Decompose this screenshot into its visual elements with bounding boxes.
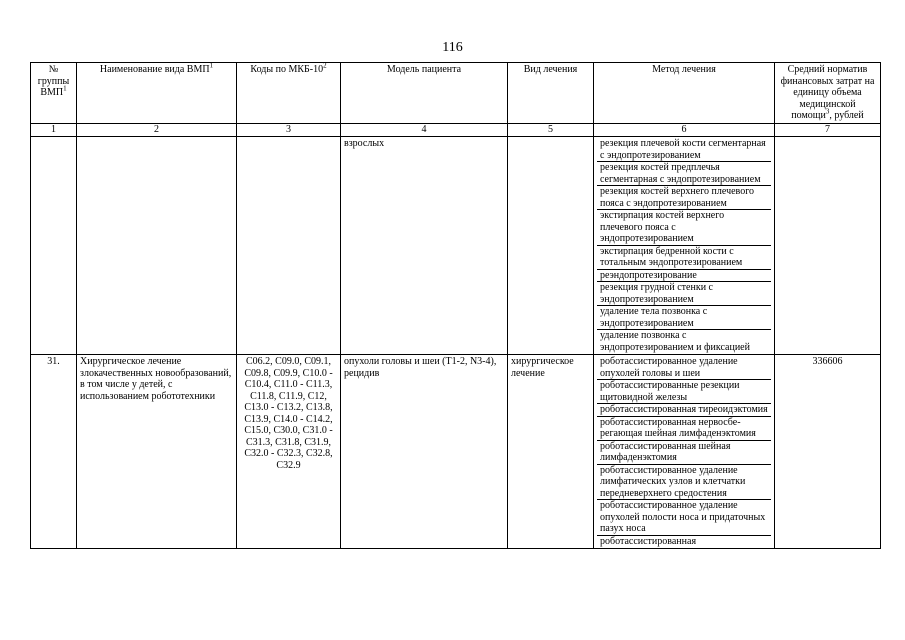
column-number: 2: [77, 124, 237, 137]
column-number: 3: [237, 124, 341, 137]
column-number-row: [31, 124, 881, 137]
method-item: резекция костей верхнего плечевого пояса с эндопротезированием: [597, 186, 771, 210]
method-item: роботассистированные резекции щитовидной железы: [597, 380, 771, 404]
header-group-number: № группы ВМП$^1$: [31, 63, 77, 124]
method-item: роботассистированная шейная лимфаденэктомия: [597, 441, 771, 465]
page-number: 116: [442, 40, 463, 55]
header-vmp-name: Наименование вида ВМП$^1$: [77, 63, 237, 124]
vmp-name-cell: Хирургическое лечение злокачественных новообразований, в том числе у детей, с использованием робототехники: [77, 355, 237, 549]
method-item: удаление тела позвонка с эндопротезированием: [597, 306, 771, 330]
method-item: роботассистированное удаление опухолей полости носа и придаточных пазух носа: [597, 500, 771, 536]
method-item: роботассистированное удаление опухолей головы и шеи: [597, 356, 771, 380]
method-item: резекция грудной стенки с эндопротезированием: [597, 282, 771, 306]
method-item: реэндопротезирование: [597, 270, 771, 283]
method-item: роботассистированная: [600, 535, 697, 547]
group-number-cell: 31.: [31, 355, 77, 549]
vmp-name-cell: [77, 137, 237, 355]
method-item: удаление позвонка с эндопротезированием и фиксацией: [600, 330, 750, 353]
patient-model-cell: опухоли головы и шеи (Т1-2, N3-4), рецидив: [341, 355, 508, 549]
treatment-type-cell: [508, 137, 594, 355]
patient-model-cell: взрослых: [341, 137, 508, 355]
method-item: экстирпация костей верхнего плечевого пояса с эндопротезированием: [597, 210, 771, 246]
header-cost-standard: Средний норматив финансовых затрат на единицу объема медицинской помощи$^3$, рублей: [775, 63, 881, 124]
treatment-methods-cell: [594, 355, 775, 549]
column-number: 1: [31, 124, 77, 137]
cost-cell: [775, 137, 881, 355]
column-number: 7: [775, 124, 881, 137]
treatment-methods-cell: [594, 137, 775, 355]
table-row: [31, 355, 881, 549]
icd-codes-cell: С06.2, С09.0, С09.1, С09.8, С09.9, С10.0 - С10.4, С11.0 - С11.3, С11.8, С11.9, С12, С13.0 - С13.2, С13.8, С13.9, С14.0 - С14.2, С15.0, С30.0, С31.0 - С31.3, С31.8, С31.9, С32.0 - С32.3, С32.8, С32.9: [237, 355, 341, 549]
column-number: 6: [594, 124, 775, 137]
column-number: 4: [341, 124, 508, 137]
icd-codes-cell: [237, 137, 341, 355]
header-icd-codes: Коды по МКБ-$10^2$: [237, 63, 341, 124]
method-item: экстирпация бедренной кости с тотальным эндопротезированием: [597, 246, 771, 270]
method-item: резекция костей предплечья сегментарная с эндопротезированием: [597, 162, 771, 186]
header-treatment-method: Метод лечения: [594, 63, 775, 124]
method-item: роботассистированное удаление лимфатических узлов и клетчатки передневерхнего средостения: [597, 465, 771, 501]
method-item: роботассистированная тиреоидэктомия: [597, 404, 771, 417]
header-patient-model: Модель пациента: [341, 63, 508, 124]
header-row: [31, 63, 881, 124]
cost-cell: 336606: [775, 355, 881, 549]
group-number-cell: [31, 137, 77, 355]
method-item: резекция плечевой кости сегментарная с эндопротезированием: [597, 138, 771, 162]
treatment-type-cell: хирургическое лечение: [508, 355, 594, 549]
header-treatment-type: Вид лечения: [508, 63, 594, 124]
vmp-table: [30, 62, 881, 549]
column-number: 5: [508, 124, 594, 137]
method-item: роботассистированная нервосбе-регающая шейная лимфаденэктомия: [597, 417, 771, 441]
table-row: [31, 137, 881, 355]
